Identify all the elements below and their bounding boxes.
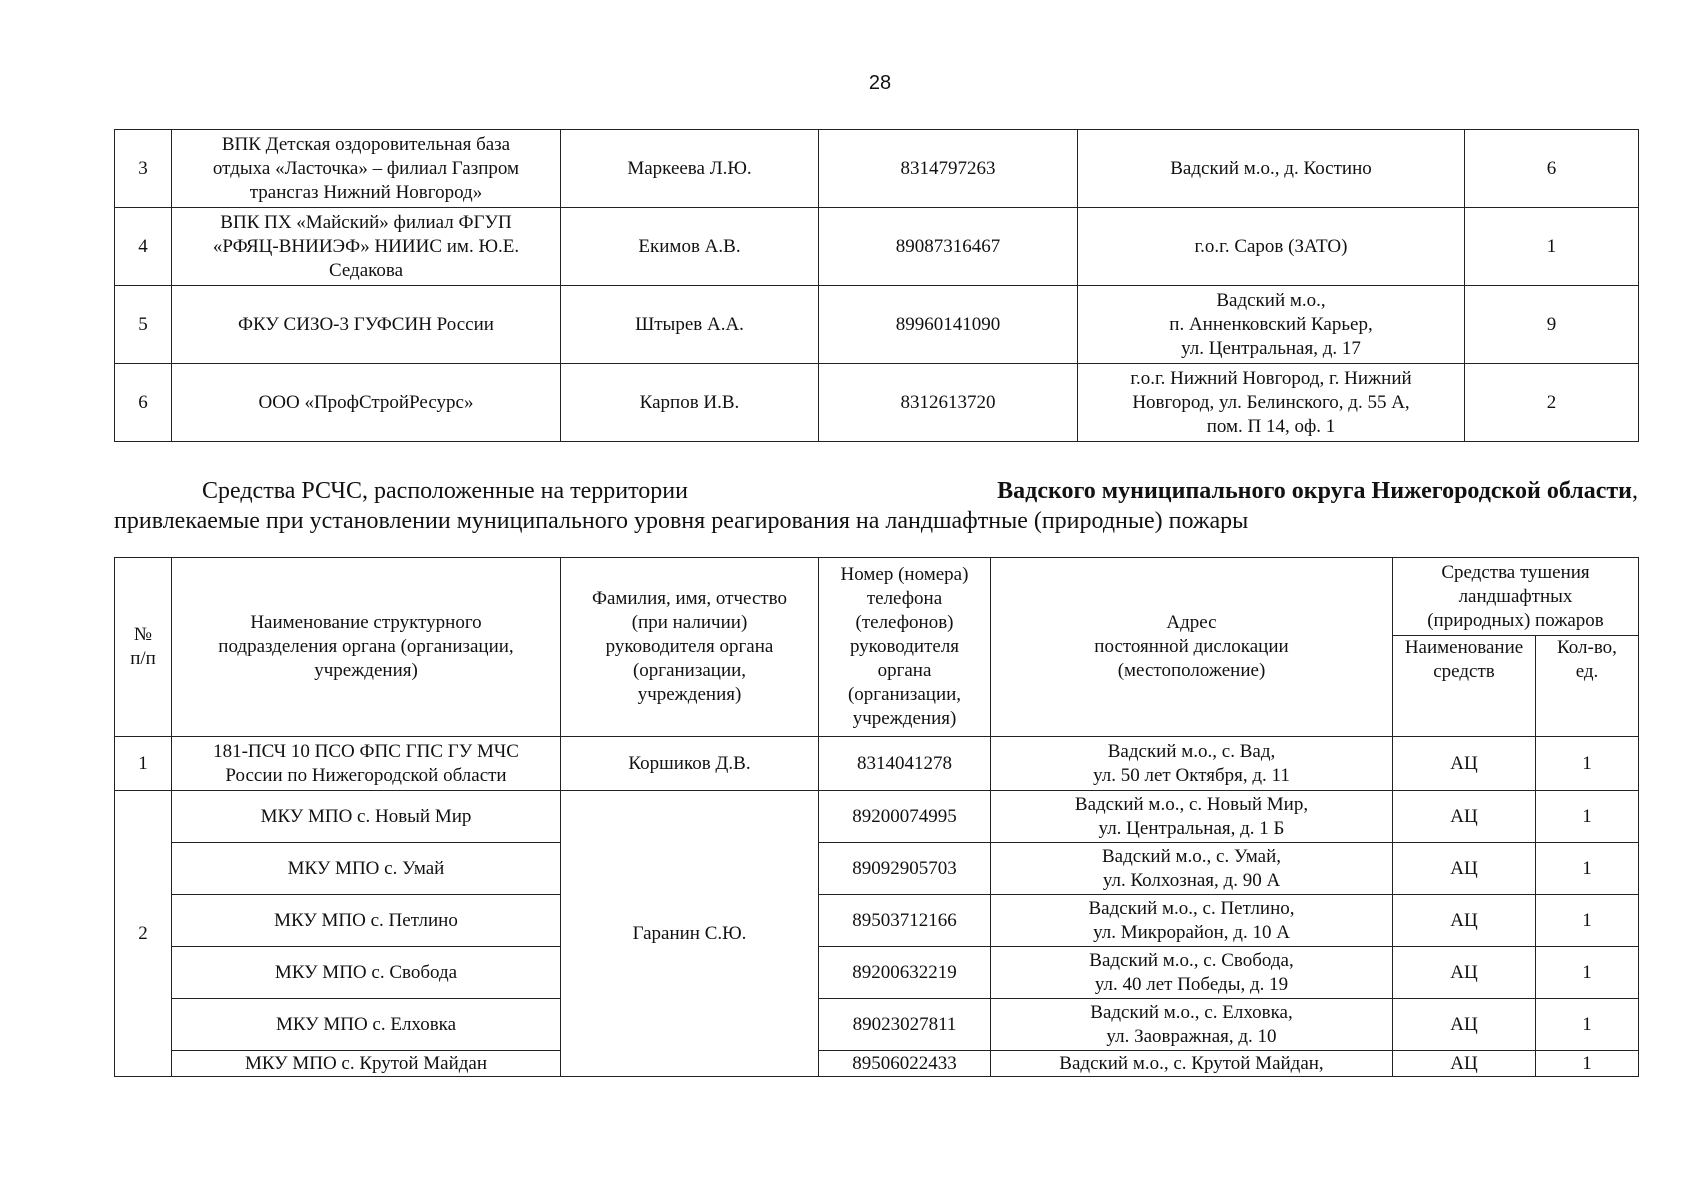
address: Вадский м.о., с. Новый Мир, ул. Центральная, д. 1 Б [991,791,1393,843]
head-name: Штырев А.А. [561,286,819,364]
means-count: 1 [1536,737,1639,791]
means-count: 1 [1536,947,1639,999]
means-count: 1 [1536,895,1639,947]
count: 1 [1465,208,1639,286]
address: г.о.г. Нижний Новгород, г. Нижний Новгород, ул. Белинского, д. 55 А, пом. П 14, оф. 1 [1078,364,1465,442]
row-number: 5 [115,286,172,364]
means-name: АЦ [1393,999,1536,1051]
phone-number: 8314041278 [819,737,991,791]
rschs-forces-table [114,557,1639,1077]
table-row [115,895,1639,947]
means-name: АЦ [1393,843,1536,895]
address: Вадский м.о., д. Костино [1078,130,1465,208]
address: Вадский м.о., с. Крутой Майдан, [991,1051,1393,1077]
header-organization: Наименование структурного подразделения органа (организации, учреждения) [172,558,561,737]
phone-number: 8312613720 [819,364,1078,442]
facilities-table-continued [114,129,1639,442]
phone-number: 89087316467 [819,208,1078,286]
means-count: 1 [1536,999,1639,1051]
header-row [115,558,1639,636]
heading-bold-territory: Вадского муниципального округа Нижегородской области [997,478,1632,504]
table-row [115,130,1639,208]
header-address: Адрес постоянной дислокации (местоположение) [991,558,1393,737]
head-name: Коршиков Д.В. [561,737,819,791]
organization-name: МКУ МПО с. Петлино [172,895,561,947]
organization-name: МКУ МПО с. Елховка [172,999,561,1051]
row-number: 3 [115,130,172,208]
count: 6 [1465,130,1639,208]
means-count: 1 [1536,1051,1639,1077]
table-row [115,843,1639,895]
header-head: Фамилия, имя, отчество (при наличии) руководителя органа (организации, учреждения) [561,558,819,737]
head-name: Маркеева Л.Ю. [561,130,819,208]
organization-name: ФКУ СИЗО-3 ГУФСИН России [172,286,561,364]
heading-comma: , [1632,478,1638,504]
organization-name: МКУ МПО с. Новый Мир [172,791,561,843]
row-number: 1 [115,737,172,791]
table-row [115,286,1639,364]
phone-number: 89092905703 [819,843,991,895]
header-means-group: Средства тушения ландшафтных (природных) пожаров [1393,558,1639,636]
organization-name: МКУ МПО с. Крутой Майдан [172,1051,561,1077]
means-count: 1 [1536,791,1639,843]
head-name: Карпов И.В. [561,364,819,442]
means-count: 1 [1536,843,1639,895]
organization-name: ВПК Детская оздоровительная база отдыха «Ласточка» – филиал Газпром трансгаз Нижний Новгород» [172,130,561,208]
row-number: 4 [115,208,172,286]
section-heading [114,476,1638,536]
phone-number: 89506022433 [819,1051,991,1077]
address: Вадский м.о., с. Елховка, ул. Заовражная, д. 10 [991,999,1393,1051]
phone-number: 89023027811 [819,999,991,1051]
head-name: Гаранин С.Ю. [561,791,819,1077]
heading-intro: Средства РСЧС, расположенные на территории [202,478,688,504]
row-number: 6 [115,364,172,442]
means-name: АЦ [1393,895,1536,947]
organization-name: ООО «ПрофСтройРесурс» [172,364,561,442]
table-row [115,737,1639,791]
page-number: 28 [868,72,892,94]
organization-name: 181-ПСЧ 10 ПСО ФПС ГПС ГУ МЧС России по Нижегородской области [172,737,561,791]
means-name: АЦ [1393,791,1536,843]
phone-number: 8314797263 [819,130,1078,208]
table-row [115,208,1639,286]
phone-number: 89503712166 [819,895,991,947]
table-row [115,947,1639,999]
means-name: АЦ [1393,1051,1536,1077]
address: Вадский м.о., с. Умай, ул. Колхозная, д. 90 А [991,843,1393,895]
phone-number: 89200074995 [819,791,991,843]
means-name: АЦ [1393,737,1536,791]
organization-name: МКУ МПО с. Умай [172,843,561,895]
header-number: № п/п [115,558,172,737]
organization-name: ВПК ПХ «Майский» филиал ФГУП «РФЯЦ-ВНИИЭФ» НИИИС им. Ю.Е. Седакова [172,208,561,286]
table-row [115,1051,1639,1077]
header-means-name: Наименование средств [1393,636,1536,737]
header-means-count: Кол-во, ед. [1536,636,1639,737]
address: Вадский м.о., с. Свобода, ул. 40 лет Победы, д. 19 [991,947,1393,999]
count: 9 [1465,286,1639,364]
row-number: 2 [115,791,172,1077]
means-name: АЦ [1393,947,1536,999]
address: Вадский м.о., с. Петлино, ул. Микрорайон, д. 10 А [991,895,1393,947]
head-name: Екимов А.В. [561,208,819,286]
table-row [115,364,1639,442]
phone-number: 89200632219 [819,947,991,999]
header-phone: Номер (номера) телефона (телефонов) руководителя органа (организации, учреждения) [819,558,991,737]
table-row [115,791,1639,843]
table-row [115,999,1639,1051]
heading-line2: привлекаемые при установлении муниципального уровня реагирования на ландшафтные (природные) пожары [114,508,1249,534]
address: Вадский м.о., п. Анненковский Карьер, ул. Центральная, д. 17 [1078,286,1465,364]
organization-name: МКУ МПО с. Свобода [172,947,561,999]
address: г.о.г. Саров (ЗАТО) [1078,208,1465,286]
address: Вадский м.о., с. Вад, ул. 50 лет Октября, д. 11 [991,737,1393,791]
count: 2 [1465,364,1639,442]
phone-number: 89960141090 [819,286,1078,364]
